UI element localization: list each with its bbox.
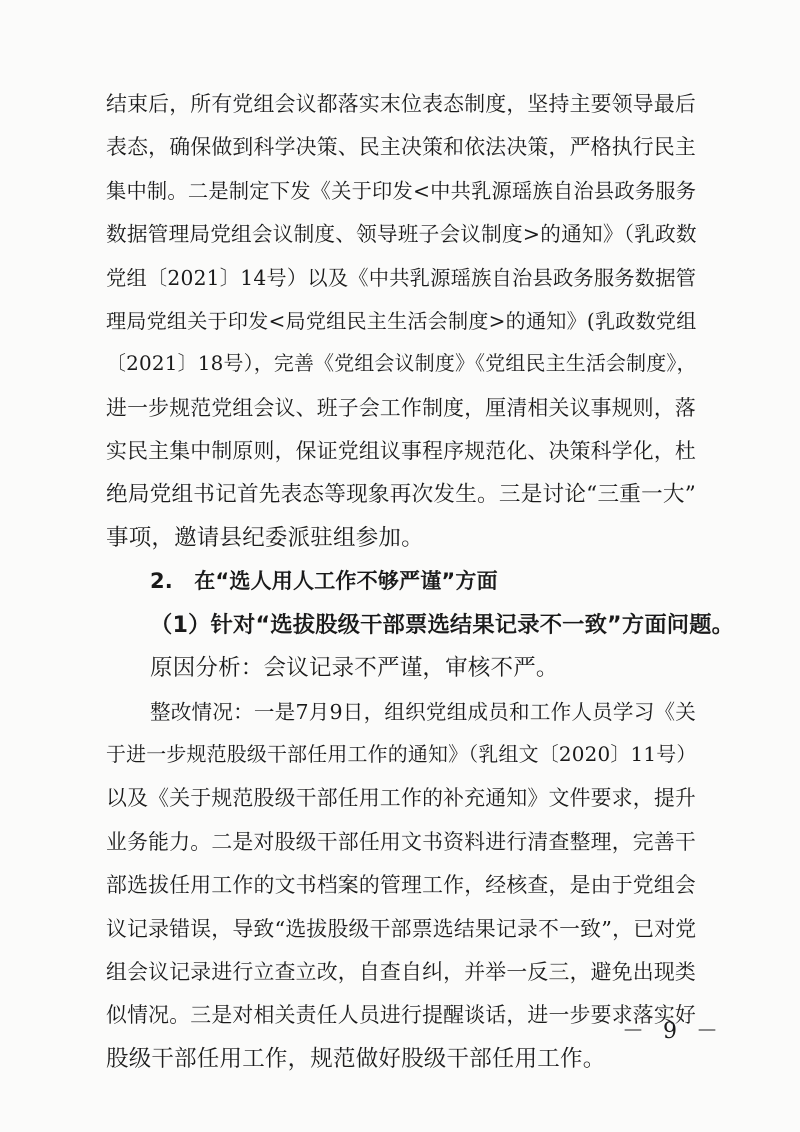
text-line: 股级干部任用工作，规范做好股级干部任用工作。 [106,1046,606,1072]
rectification-paragraph-start: 整改情况：一是7月9日，组织党组成员和工作人员学习《关 [150,700,697,724]
text-line: 党组〔2021〕14号）以及《中共乳源瑶族自治县政务服务数据管 [106,266,697,290]
cause-analysis: 原因分析：会议记录不严谨，审核不严。 [150,655,559,681]
text-line: 于进一步规范股级干部任用工作的通知》（乳组文〔2020〕11号） [106,743,697,766]
text-line: 实民主集中制原则，保证党组议事程序规范化、决策科学化，杜 [106,439,696,463]
text-line: 绝局党组书记首先表态等现象再次发生。三是讨论“三重一大” [106,482,696,507]
text-line: 部选拔任用工作的文书档案的管理工作，经核查，是由于党组会 [106,873,696,897]
text-line: 数据管理局党组会议制度、领导班子会议制度>的通知》（乳政数 [106,222,697,246]
text-line: 事项，邀请县纪委派驻组参加。 [106,525,424,551]
text-line: 业务能力。二是对股级干部任用文书资料进行清查整理，完善干 [106,830,696,854]
section-heading: 2. 在“选人用人工作不够严谨”方面 [150,569,498,593]
subsection-heading: （1）针对“选拔股级干部票选结果记录不一致”方面问题。 [150,612,735,638]
text-line: 〔2021〕18号），完善《党组会议制度》《党组民主生活会制度》， [106,352,697,375]
text-line: 进一步规范党组会议、班子会工作制度，厘清相关议事规则，落 [106,396,696,420]
text-line: 组会议记录进行立查立改，自查自纠，并举一反三，避免出现类 [106,960,696,984]
text-line: 集中制。二是制定下发《关于印发<中共乳源瑶族自治县政务服务 [106,179,697,203]
text-line: 以及《关于规范股级干部任用工作的补充通知》文件要求，提升 [106,786,696,810]
text-line: 议记录错误，导致“选拔股级干部票选结果记录不一致”，已对党 [106,917,697,941]
text-line: 结束后，所有党组会议都落实末位表态制度，坚持主要领导最后 [106,92,696,116]
text-line: 表态，确保做到科学决策、民主决策和依法决策，严格执行民主 [106,135,696,159]
text-line: 理局党组关于印发<局党组民主生活会制度>的通知》(乳政数党组 [106,309,697,333]
text-line: 似情况。三是对相关责任人员进行提醒谈话，进一步要求落实好 [106,1003,696,1027]
page-number: － 9 － [622,1019,724,1044]
